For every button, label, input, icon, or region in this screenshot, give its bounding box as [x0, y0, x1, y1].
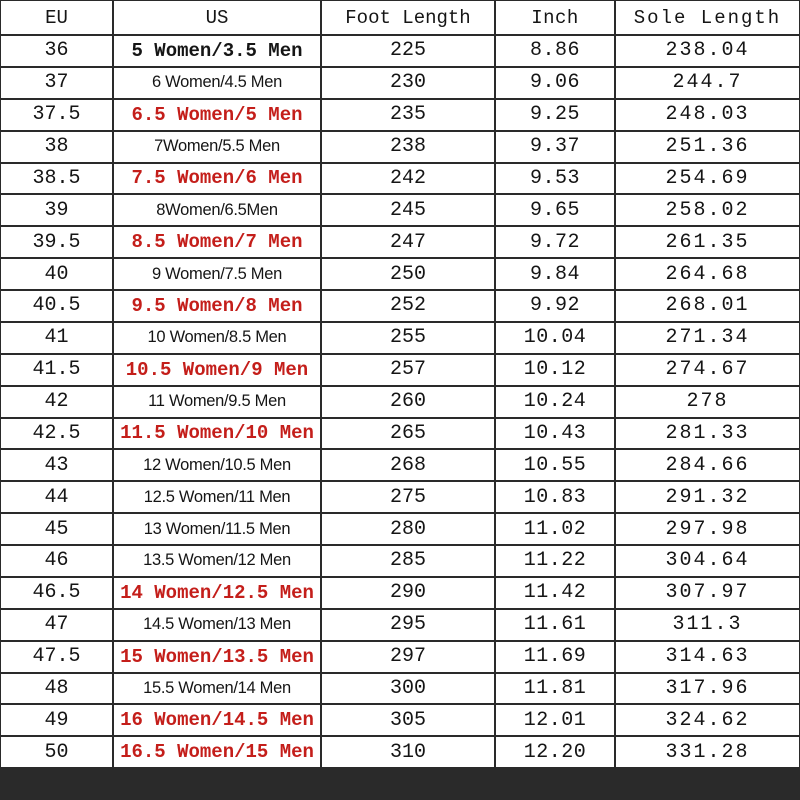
inch-cell: 10.83 [496, 482, 614, 512]
us-size-cell: 7.5 Women/6 Men [114, 164, 320, 194]
sole-length-cell: 251.36 [616, 132, 799, 162]
foot-length-cell: 280 [322, 514, 494, 544]
foot-length-cell: 252 [322, 291, 494, 321]
sole-length-cell: 304.64 [616, 546, 799, 576]
header-foot-length: Foot Length [322, 1, 494, 34]
foot-length-cell: 247 [322, 227, 494, 257]
inch-cell: 11.69 [496, 642, 614, 672]
inch-cell: 9.37 [496, 132, 614, 162]
foot-length-cell: 310 [322, 737, 494, 767]
us-size-cell: 16.5 Women/15 Men [114, 737, 320, 767]
eu-size-cell: 43 [1, 450, 112, 480]
eu-size-cell: 36 [1, 36, 112, 66]
us-size-cell: 7Women/5.5 Men [114, 132, 320, 162]
us-size-cell: 16 Women/14.5 Men [114, 705, 320, 735]
us-size-cell: 5 Women/3.5 Men [114, 36, 320, 66]
inch-cell: 9.25 [496, 100, 614, 130]
us-size-cell: 13 Women/11.5 Men [114, 514, 320, 544]
foot-length-cell: 250 [322, 259, 494, 289]
inch-cell: 10.43 [496, 419, 614, 449]
sole-length-cell: 314.63 [616, 642, 799, 672]
sole-length-cell: 264.68 [616, 259, 799, 289]
sole-length-cell: 307.97 [616, 578, 799, 608]
sole-length-cell: 261.35 [616, 227, 799, 257]
foot-length-cell: 297 [322, 642, 494, 672]
sole-length-cell: 244.7 [616, 68, 799, 98]
eu-size-cell: 50 [1, 737, 112, 767]
eu-size-cell: 46.5 [1, 578, 112, 608]
eu-size-cell: 41 [1, 323, 112, 353]
foot-length-cell: 275 [322, 482, 494, 512]
inch-cell: 11.61 [496, 610, 614, 640]
us-size-cell: 9.5 Women/8 Men [114, 291, 320, 321]
sole-length-cell: 291.32 [616, 482, 799, 512]
eu-size-cell: 49 [1, 705, 112, 735]
us-size-cell: 8.5 Women/7 Men [114, 227, 320, 257]
sole-length-cell: 258.02 [616, 195, 799, 225]
foot-length-cell: 265 [322, 419, 494, 449]
eu-size-cell: 46 [1, 546, 112, 576]
inch-cell: 10.12 [496, 355, 614, 385]
foot-length-cell: 245 [322, 195, 494, 225]
eu-size-cell: 47.5 [1, 642, 112, 672]
eu-size-cell: 42.5 [1, 419, 112, 449]
us-size-cell: 11 Women/9.5 Men [114, 387, 320, 417]
eu-size-cell: 44 [1, 482, 112, 512]
header-eu: EU [1, 1, 112, 34]
eu-size-cell: 47 [1, 610, 112, 640]
us-size-cell: 12 Women/10.5 Men [114, 450, 320, 480]
us-size-cell: 9 Women/7.5 Men [114, 259, 320, 289]
foot-length-cell: 268 [322, 450, 494, 480]
foot-length-cell: 230 [322, 68, 494, 98]
sole-length-cell: 311.3 [616, 610, 799, 640]
sole-length-cell: 317.96 [616, 674, 799, 704]
inch-cell: 11.81 [496, 674, 614, 704]
inch-cell: 9.92 [496, 291, 614, 321]
eu-size-cell: 37.5 [1, 100, 112, 130]
sole-length-cell: 238.04 [616, 36, 799, 66]
eu-size-cell: 39 [1, 195, 112, 225]
foot-length-cell: 260 [322, 387, 494, 417]
foot-length-cell: 255 [322, 323, 494, 353]
inch-cell: 9.53 [496, 164, 614, 194]
foot-length-cell: 285 [322, 546, 494, 576]
us-size-cell: 6 Women/4.5 Men [114, 68, 320, 98]
eu-size-cell: 38.5 [1, 164, 112, 194]
eu-size-cell: 37 [1, 68, 112, 98]
foot-length-cell: 257 [322, 355, 494, 385]
sole-length-cell: 281.33 [616, 419, 799, 449]
sole-length-cell: 271.34 [616, 323, 799, 353]
inch-cell: 12.20 [496, 737, 614, 767]
us-size-cell: 6.5 Women/5 Men [114, 100, 320, 130]
eu-size-cell: 45 [1, 514, 112, 544]
us-size-cell: 15.5 Women/14 Men [114, 674, 320, 704]
eu-size-cell: 38 [1, 132, 112, 162]
foot-length-cell: 242 [322, 164, 494, 194]
us-size-cell: 10 Women/8.5 Men [114, 323, 320, 353]
sole-length-cell: 274.67 [616, 355, 799, 385]
foot-length-cell: 290 [322, 578, 494, 608]
sole-length-cell: 297.98 [616, 514, 799, 544]
inch-cell: 10.04 [496, 323, 614, 353]
inch-cell: 12.01 [496, 705, 614, 735]
us-size-cell: 11.5 Women/10 Men [114, 419, 320, 449]
sole-length-cell: 268.01 [616, 291, 799, 321]
us-size-cell: 8Women/6.5Men [114, 195, 320, 225]
foot-length-cell: 300 [322, 674, 494, 704]
inch-cell: 9.65 [496, 195, 614, 225]
us-size-cell: 14.5 Women/13 Men [114, 610, 320, 640]
us-size-cell: 15 Women/13.5 Men [114, 642, 320, 672]
eu-size-cell: 41.5 [1, 355, 112, 385]
sole-length-cell: 278 [616, 387, 799, 417]
eu-size-cell: 40 [1, 259, 112, 289]
foot-length-cell: 295 [322, 610, 494, 640]
eu-size-cell: 48 [1, 674, 112, 704]
sole-length-cell: 254.69 [616, 164, 799, 194]
header-us: US [114, 1, 320, 34]
eu-size-cell: 39.5 [1, 227, 112, 257]
us-size-cell: 10.5 Women/9 Men [114, 355, 320, 385]
eu-size-cell: 42 [1, 387, 112, 417]
us-size-cell: 14 Women/12.5 Men [114, 578, 320, 608]
inch-cell: 9.06 [496, 68, 614, 98]
sole-length-cell: 324.62 [616, 705, 799, 735]
inch-cell: 9.84 [496, 259, 614, 289]
sole-length-cell: 284.66 [616, 450, 799, 480]
us-size-cell: 13.5 Women/12 Men [114, 546, 320, 576]
header-sole-length: Sole Length [616, 1, 799, 34]
inch-cell: 8.86 [496, 36, 614, 66]
foot-length-cell: 225 [322, 36, 494, 66]
foot-length-cell: 305 [322, 705, 494, 735]
eu-size-cell: 40.5 [1, 291, 112, 321]
inch-cell: 11.42 [496, 578, 614, 608]
sole-length-cell: 248.03 [616, 100, 799, 130]
foot-length-cell: 238 [322, 132, 494, 162]
header-inch: Inch [496, 1, 614, 34]
sole-length-cell: 331.28 [616, 737, 799, 767]
inch-cell: 9.72 [496, 227, 614, 257]
us-size-cell: 12.5 Women/11 Men [114, 482, 320, 512]
inch-cell: 11.02 [496, 514, 614, 544]
inch-cell: 10.55 [496, 450, 614, 480]
inch-cell: 10.24 [496, 387, 614, 417]
foot-length-cell: 235 [322, 100, 494, 130]
inch-cell: 11.22 [496, 546, 614, 576]
